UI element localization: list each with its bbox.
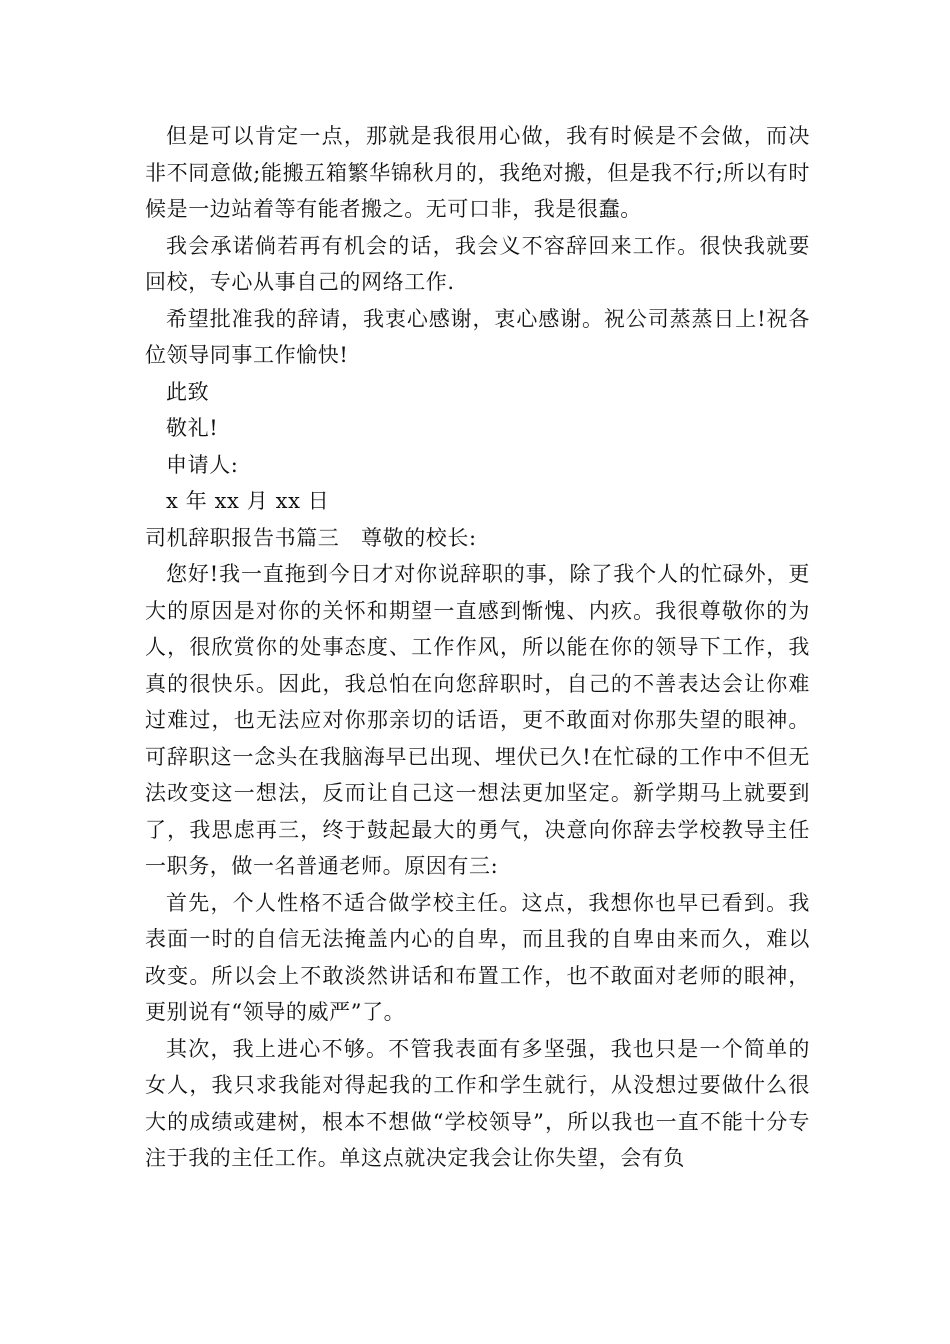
section-heading: 司机辞职报告书篇三 尊敬的校长: — [145, 525, 477, 550]
closing-salutation: 此致 — [166, 379, 210, 404]
paragraph-reason-one: 首先，个人性格不适合做学校主任。这点，我想你也早已看到。我表面一时的自信无法掩盖内心的自卑，而且我的自卑由来而久，难以改变。所以会上不敢淡然讲话和布置工作，也不敢面对老师的眼神，更别说有“领导的威严”了。 — [145, 890, 810, 1024]
paragraph-greeting: 您好!我一直拖到今日才对你说辞职的事，除了我个人的忙碌外，更大的原因是对你的关怀和期望一直感到惭愧、内疚。我很尊敬你的为人，很欣赏你的处事态度、工作作风，所以能在你的领导下工作，我真的很快乐。因此，我总怕在向您辞职时，自己的不善表达会让你难过难过，也无法应对你那亲切的话语，更不敢面对你那失望的眼神。可辞职这一念头在我脑海早已出现、埋伏已久!在忙碌的工作中不但无法改变这一想法，反而让自己这一想法更加坚定。新学期马上就要到了，我思虑再三，终于鼓起最大的勇气，决意向你辞去学校教导主任一职务，做一名普通老师。原因有三: — [145, 562, 810, 878]
paragraph-promise: 我会承诺倘若再有机会的话，我会义不容辞回来工作。很快我就要回校，专心从事自己的网络工作. — [145, 233, 810, 294]
applicant-label: 申请人: — [166, 452, 239, 477]
document-body — [145, 118, 810, 1177]
paragraph-wishes: 希望批准我的辞请，我衷心感谢，衷心感谢。祝公司蒸蒸日上!祝各位领导同事工作愉快! — [145, 306, 810, 367]
closing-regards: 敬礼! — [166, 416, 219, 440]
paragraph-effort: 但是可以肯定一点，那就是我很用心做，我有时候是不会做，而决非不同意做;能搬五箱繁华锦秋月的，我绝对搬，但是我不行;所以有时候是一边站着等有能者搬之。无可口非，我是很蠢。 — [145, 124, 810, 221]
paragraph-reason-two: 其次，我上进心不够。不管我表面有多坚强，我也只是一个简单的女人，我只求我能对得起我的工作和学生就行，从没想过要做什么很大的成绩或建树，根本不想做“学校领导”，所以我也一直不能十分专注于我的主任工作。单这点就决定我会让你失望，会有负 — [145, 1036, 810, 1170]
date-line: x 年 xx 月 xx 日 — [166, 489, 330, 513]
